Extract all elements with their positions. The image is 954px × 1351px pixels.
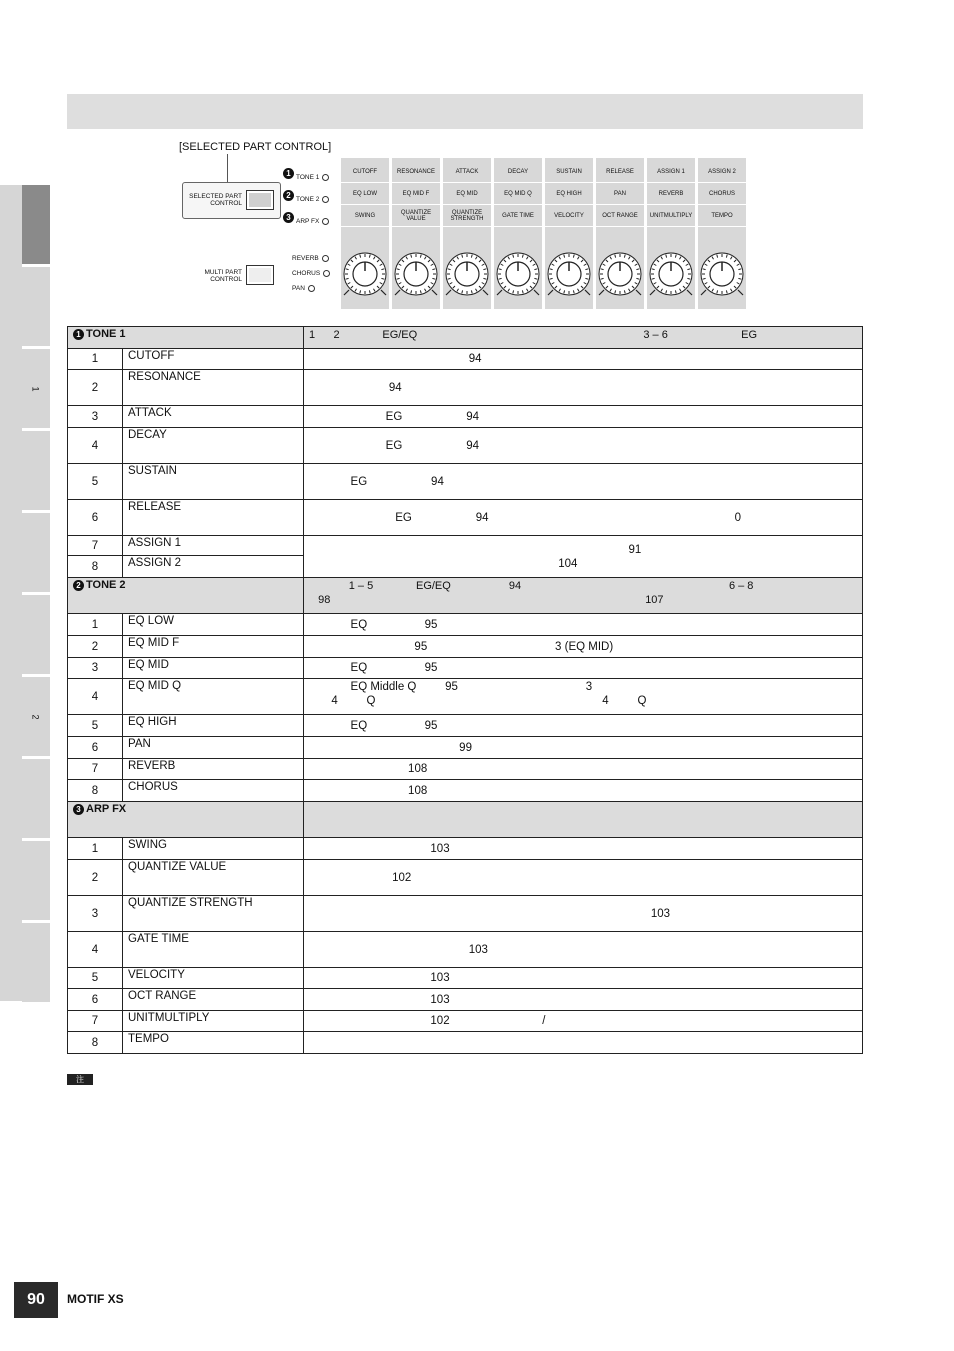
- fx-label: REVERB: [292, 255, 319, 262]
- description-line: 104: [309, 557, 578, 570]
- description-line: 108: [309, 784, 428, 797]
- description-line: EG 94: [309, 410, 479, 423]
- section-title-cell: [68, 578, 304, 614]
- description-line: 108: [309, 763, 428, 775]
- description-line: 103: [309, 907, 671, 920]
- section-number-badge: 1: [73, 329, 84, 340]
- model-name: MOTIF XS: [67, 1292, 124, 1306]
- side-tab: [22, 759, 50, 839]
- side-strip: [0, 185, 22, 1001]
- knob-number: 8: [68, 1032, 123, 1054]
- knob-number: 7: [68, 759, 123, 780]
- description-line: EQ 95: [309, 662, 438, 674]
- knob-number: 2: [68, 636, 123, 658]
- knob-icon[interactable]: [341, 246, 389, 306]
- knob-icon[interactable]: [596, 246, 644, 306]
- knob-function-label: UNITMULTIPLY: [647, 205, 695, 227]
- knob-column: [545, 158, 593, 309]
- description-line: EQ 95: [309, 618, 438, 631]
- knob-column: [596, 158, 644, 309]
- parameter-row: [68, 968, 863, 989]
- parameter-name: EQ LOW: [123, 614, 304, 636]
- knob-column: [698, 158, 746, 309]
- parameter-description: [304, 406, 863, 428]
- row-number-badge: 3: [283, 212, 294, 223]
- description-line: 103: [309, 993, 450, 1006]
- knob-function-label: QUANTIZE VALUE: [392, 205, 440, 227]
- description-line: 94: [309, 381, 402, 394]
- parameter-row: [68, 406, 863, 428]
- multi-part-control-button[interactable]: [246, 265, 274, 285]
- description-line: 103: [309, 943, 488, 956]
- parameter-name: REVERB: [123, 759, 304, 780]
- knob-function-label: EQ HIGH: [545, 183, 593, 205]
- parameter-description: [304, 737, 863, 759]
- side-tab-label: 1: [30, 385, 41, 392]
- parameter-description: [304, 759, 863, 780]
- parameter-row: [68, 636, 863, 658]
- description-line: 91: [309, 543, 642, 556]
- parameter-description: [304, 1032, 863, 1054]
- parameter-row: [68, 1032, 863, 1054]
- fx-led-icon: [308, 285, 315, 292]
- parameter-table: [67, 326, 863, 1054]
- parameter-row: [68, 464, 863, 500]
- chapter-side-tabs: [0, 185, 50, 1001]
- knob-column: [443, 158, 491, 309]
- knob-function-label: REVERB: [647, 183, 695, 205]
- parameter-name: EQ MID Q: [123, 679, 304, 715]
- description-line: 1 2 EG/EQ 3 – 6 EG: [309, 329, 758, 341]
- parameter-description: [304, 349, 863, 370]
- selected-part-control-button[interactable]: [246, 190, 274, 210]
- knob-function-label: TEMPO: [698, 205, 746, 227]
- row-led-icon: [322, 218, 329, 225]
- knob-function-label: RESONANCE: [392, 161, 440, 183]
- parameter-row: [68, 349, 863, 370]
- row-indicator: [283, 166, 329, 181]
- knob-function-label: EQ MID F: [392, 183, 440, 205]
- parameter-row: [68, 614, 863, 636]
- parameter-description: [304, 658, 863, 679]
- knob-function-label: EQ MID Q: [494, 183, 542, 205]
- parameter-name: RESONANCE: [123, 370, 304, 406]
- knob-function-label: EQ MID: [443, 183, 491, 205]
- section-description: [304, 802, 863, 838]
- knob-icon[interactable]: [545, 246, 593, 306]
- description-line: EG 94 0: [309, 511, 741, 524]
- side-tab: [22, 677, 50, 757]
- knob-number: 6: [68, 737, 123, 759]
- knob-number: 8: [68, 780, 123, 802]
- multi-part-control-label: MULTI PART CONTROL: [204, 269, 242, 283]
- parameter-row: [68, 759, 863, 780]
- parameter-row: [68, 896, 863, 932]
- parameter-name: EQ HIGH: [123, 715, 304, 737]
- section-title: [73, 803, 298, 815]
- knob-function-label: QUANTIZE STRENGTH: [443, 205, 491, 227]
- description-line: 4 Q 4 Q: [309, 695, 647, 707]
- knob-function-label: SUSTAIN: [545, 161, 593, 183]
- knob-function-label: ASSIGN 1: [647, 161, 695, 183]
- side-tab: [22, 923, 50, 1003]
- description-line: 99: [309, 741, 472, 754]
- knob-number: 5: [68, 464, 123, 500]
- parameter-name: EQ MID F: [123, 636, 304, 658]
- parameter-name: UNITMULTIPLY: [123, 1011, 304, 1032]
- knob-number: 4: [68, 932, 123, 968]
- fx-indicator: [292, 285, 315, 292]
- parameter-name: GATE TIME: [123, 932, 304, 968]
- knob-number: 1: [68, 838, 123, 860]
- section-header-row: [68, 578, 863, 614]
- parameter-row: [68, 989, 863, 1011]
- section-title-text: TONE 2: [86, 579, 126, 591]
- knob-number: 6: [68, 500, 123, 536]
- knob-function-label: VELOCITY: [545, 205, 593, 227]
- parameter-name: RELEASE: [123, 500, 304, 536]
- parameter-description: [304, 715, 863, 737]
- knob-icon[interactable]: [392, 246, 440, 306]
- parameter-row: [68, 860, 863, 896]
- knob-function-label: ASSIGN 2: [698, 161, 746, 183]
- knob-column: [647, 158, 695, 309]
- knob-icon[interactable]: [698, 246, 746, 306]
- knob-function-label: RELEASE: [596, 161, 644, 183]
- parameter-name: ASSIGN 1: [123, 536, 304, 556]
- fx-indicator: [292, 270, 330, 277]
- row-led-icon: [322, 196, 329, 203]
- knob-function-label: CHORUS: [698, 183, 746, 205]
- description-line: EG 94: [309, 475, 444, 488]
- parameter-description: [304, 896, 863, 932]
- description-line: 103: [309, 972, 450, 984]
- parameter-description: [304, 536, 863, 578]
- parameter-name: SUSTAIN: [123, 464, 304, 500]
- row-indicator: [283, 188, 329, 203]
- parameter-row: [68, 838, 863, 860]
- knob-number: 6: [68, 989, 123, 1011]
- parameter-name: ATTACK: [123, 406, 304, 428]
- knob-icon[interactable]: [443, 246, 491, 306]
- parameter-row: [68, 679, 863, 715]
- knob-function-label: PAN: [596, 183, 644, 205]
- parameter-name: TEMPO: [123, 1032, 304, 1054]
- parameter-name: PAN: [123, 737, 304, 759]
- fx-label: PAN: [292, 285, 305, 292]
- row-number-badge: 2: [283, 190, 294, 201]
- description-line: 95 3 (EQ MID): [309, 640, 614, 653]
- section-description: [304, 327, 863, 349]
- knob-number: 5: [68, 715, 123, 737]
- parameter-name: CUTOFF: [123, 349, 304, 370]
- knob-function-label: EQ LOW: [341, 183, 389, 205]
- parameter-description: [304, 636, 863, 658]
- parameter-description: [304, 428, 863, 464]
- parameter-row: [68, 737, 863, 759]
- side-tab: [22, 349, 50, 429]
- description-line: 94: [309, 353, 482, 365]
- knob-number: 7: [68, 536, 123, 556]
- section-title: [73, 328, 298, 340]
- parameter-description: [304, 500, 863, 536]
- caption-leader-line: [227, 154, 228, 182]
- side-tab: [22, 841, 50, 921]
- knob-function-label: DECAY: [494, 161, 542, 183]
- description-line: EG 94: [309, 439, 479, 452]
- parameter-name: SWING: [123, 838, 304, 860]
- parameter-row: [68, 715, 863, 737]
- knob-number: 4: [68, 428, 123, 464]
- parameter-description: [304, 370, 863, 406]
- knob-number: 7: [68, 1011, 123, 1032]
- knob-number: 1: [68, 614, 123, 636]
- knob-function-label: SWING: [341, 205, 389, 227]
- parameter-description: [304, 464, 863, 500]
- knob-icon[interactable]: [494, 246, 542, 306]
- row-label: TONE 2: [296, 196, 320, 203]
- side-tab: [22, 431, 50, 511]
- description-line: 98 107: [309, 594, 664, 606]
- knob-function-label: ATTACK: [443, 161, 491, 183]
- knob-column: [341, 158, 389, 309]
- side-tab: [22, 513, 50, 593]
- row-label: ARP FX: [296, 218, 320, 225]
- parameter-name: CHORUS: [123, 780, 304, 802]
- parameter-name: VELOCITY: [123, 968, 304, 989]
- parameter-description: [304, 968, 863, 989]
- parameter-row: [68, 428, 863, 464]
- parameter-name: ASSIGN 2: [123, 556, 304, 578]
- page-header-band: [67, 94, 863, 129]
- parameter-description: [304, 679, 863, 715]
- fx-indicator: [292, 255, 329, 262]
- section-header-row: [68, 327, 863, 349]
- knob-number: 3: [68, 896, 123, 932]
- parameter-name: DECAY: [123, 428, 304, 464]
- parameter-row: [68, 658, 863, 679]
- knob-column: [494, 158, 542, 309]
- knob-number: 8: [68, 556, 123, 578]
- parameter-name: OCT RANGE: [123, 989, 304, 1011]
- side-tab-label: 2: [30, 713, 41, 720]
- selected-part-control-label: SELECTED PART CONTROL: [189, 193, 242, 207]
- knob-function-label: GATE TIME: [494, 205, 542, 227]
- description-line: 102: [309, 871, 412, 884]
- parameter-row: [68, 500, 863, 536]
- parameter-description: [304, 932, 863, 968]
- section-title: [73, 579, 298, 591]
- parameter-name: EQ MID: [123, 658, 304, 679]
- fx-label: CHORUS: [292, 270, 321, 277]
- section-title-text: ARP FX: [86, 803, 127, 815]
- parameter-description: [304, 780, 863, 802]
- page-number: 90: [14, 1282, 58, 1318]
- parameter-row: [68, 780, 863, 802]
- knob-number: 2: [68, 860, 123, 896]
- side-tab: [22, 267, 50, 347]
- description-line: 1 – 5 EG/EQ 94 6 – 8: [309, 580, 754, 592]
- parameter-description: [304, 860, 863, 896]
- section-title-cell: [68, 327, 304, 349]
- row-label: TONE 1: [296, 174, 320, 181]
- side-tab: [22, 595, 50, 675]
- parameter-name: QUANTIZE VALUE: [123, 860, 304, 896]
- knob-number: 5: [68, 968, 123, 989]
- parameter-row: [68, 536, 863, 556]
- knob-number: 2: [68, 370, 123, 406]
- section-title-cell: [68, 802, 304, 838]
- description-line: EQ 95: [309, 719, 438, 732]
- section-description: [304, 578, 863, 614]
- section-number-badge: 2: [73, 580, 84, 591]
- section-number-badge: 3: [73, 804, 84, 815]
- parameter-row: [68, 370, 863, 406]
- parameter-description: [304, 989, 863, 1011]
- row-indicator: [283, 210, 329, 225]
- section-title-text: TONE 1: [86, 328, 126, 340]
- description-line: 103: [309, 842, 450, 855]
- row-number-badge: 1: [283, 168, 294, 179]
- knob-number: 1: [68, 349, 123, 370]
- knob-function-label: OCT RANGE: [596, 205, 644, 227]
- panel-caption: [SELECTED PART CONTROL]: [179, 141, 332, 153]
- parameter-description: [304, 614, 863, 636]
- description-line: 102 /: [309, 1015, 546, 1027]
- knob-function-label: CUTOFF: [341, 161, 389, 183]
- parameter-description: [304, 838, 863, 860]
- row-led-icon: [322, 174, 329, 181]
- fx-led-icon: [323, 270, 330, 277]
- section-header-row: [68, 802, 863, 838]
- knob-number: 3: [68, 658, 123, 679]
- side-tab: [22, 185, 50, 265]
- parameter-row: [68, 932, 863, 968]
- knob-column: [392, 158, 440, 309]
- knob-number: 3: [68, 406, 123, 428]
- fx-led-icon: [322, 255, 329, 262]
- parameter-row: [68, 1011, 863, 1032]
- note-icon: 注: [67, 1074, 93, 1085]
- parameter-name: QUANTIZE STRENGTH: [123, 896, 304, 932]
- parameter-description: [304, 1011, 863, 1032]
- knob-number: 4: [68, 679, 123, 715]
- description-line: EQ Middle Q 95 3: [309, 681, 593, 693]
- knob-icon[interactable]: [647, 246, 695, 306]
